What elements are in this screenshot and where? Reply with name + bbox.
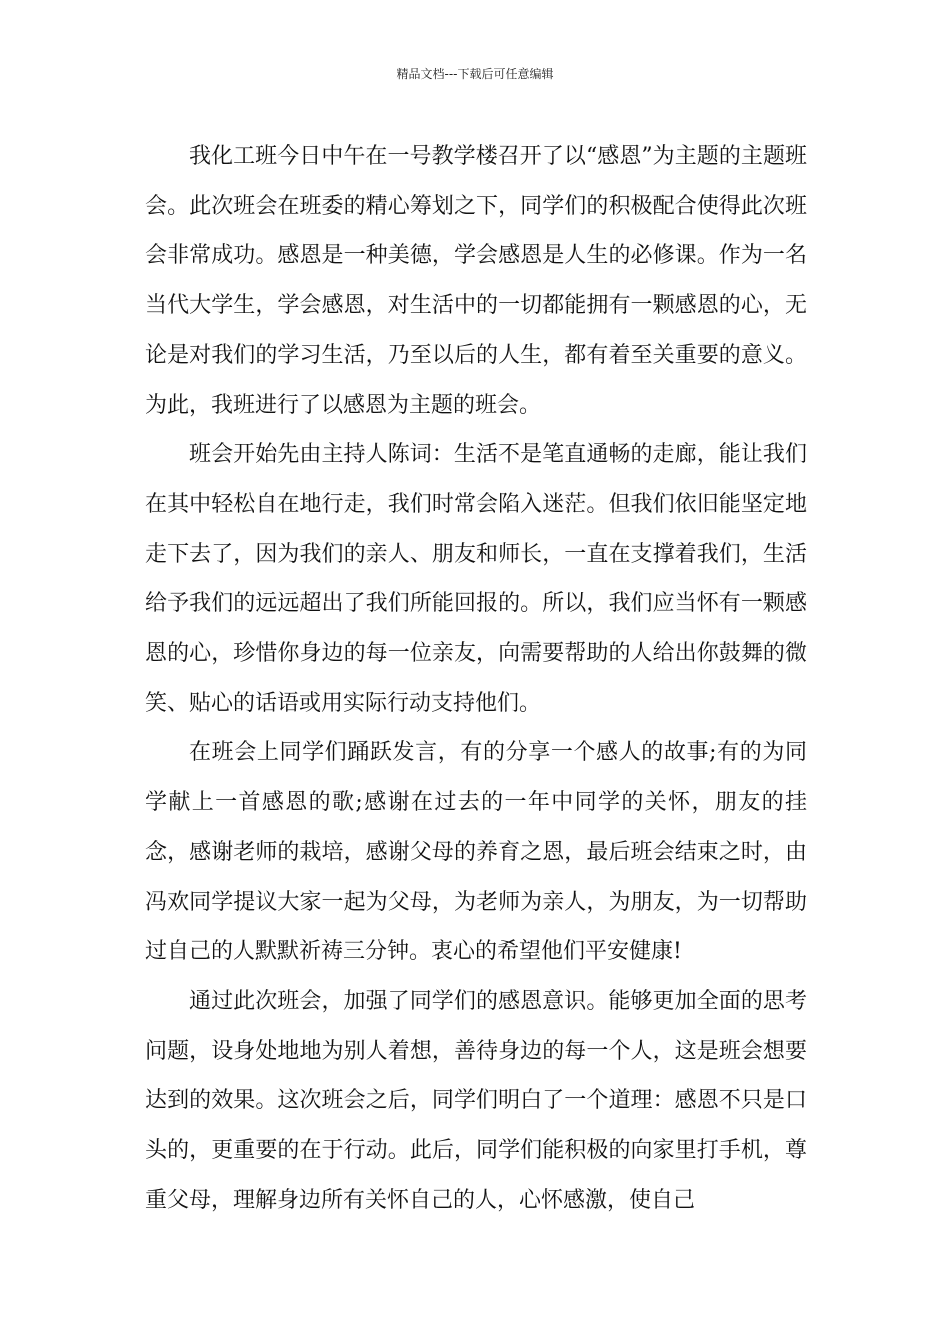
paragraph-3: 在班会上同学们踊跃发言，有的分享一个感人的故事;有的为同学献上一首感恩的歌;感谢在过去的一年中同学的关怀，朋友的挂念，感谢老师的栽培，感谢父母的养育之恩，最后班会结束之时，由冯欢同学提议大家一起为父母，为老师为亲人，为朋友，为一切帮助过自己的人默默祈祷三分钟。衷心的希望他们平安健康!	[145, 740, 807, 965]
paragraph-2: 班会开始先由主持人陈词：生活不是笔直通畅的走廊，能让我们在其中轻松自在地行走，我们时常会陷入迷茫。但我们依旧能坚定地走下去了，因为我们的亲人、朋友和师长，一直在支撑着我们，生活给予我们的远远超出了我们所能回报的。所以，我们应当怀有一颗感恩的心，珍惜你身边的每一位亲友，向需要帮助的人给出你鼓舞的微笑、贴心的话语或用实际行动支持他们。	[145, 442, 807, 716]
document-body	[145, 132, 807, 1225]
paragraph-1: 我化工班今日中午在一号教学楼召开了以“感恩”为主题的主题班会。此次班会在班委的精心筹划之下，同学们的积极配合使得此次班会非常成功。感恩是一种美德，学会感恩是人生的必修课。作为一名当代大学生，学会感恩，对生活中的一切都能拥有一颗感恩的心，无论是对我们的学习生活，乃至以后的人生，都有着至关重要的意义。为此，我班进行了以感恩为主题的班会。	[145, 144, 807, 418]
page-header: 精品文档---下载后可任意编辑	[396, 67, 554, 81]
paragraph-4: 通过此次班会，加强了同学们的感恩意识。能够更加全面的思考问题，设身处地地为别人着想，善待身边的每一个人，这是班会想要达到的效果。这次班会之后，同学们明白了一个道理：感恩不只是口头的，更重要的在于行动。此后，同学们能积极的向家里打手机，尊重父母，理解身边所有关怀自己的人，心怀感激，使自己	[145, 988, 807, 1213]
